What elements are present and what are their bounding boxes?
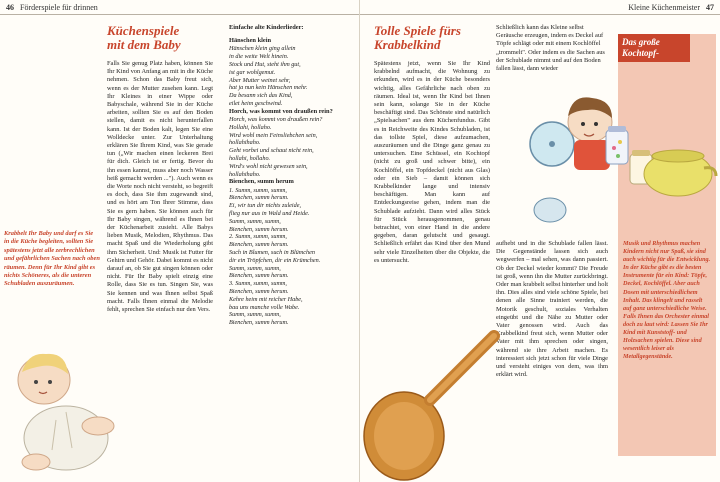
right-article-column (374, 24, 490, 265)
right-section-title: Kleine Küchenmeister (628, 3, 700, 12)
song1-title: Hänschen klein (229, 37, 272, 45)
left-header-rule (0, 14, 359, 15)
kitchen-toddler-illustration (528, 82, 718, 232)
song3-title: Bienchen, summ herum (229, 178, 294, 186)
info-box-title-line2: Kochtopf- (622, 48, 659, 58)
songs-column (229, 24, 347, 327)
songs-heading: Einfache alte Kinderlieder: (229, 24, 304, 31)
info-box-title (618, 34, 690, 62)
right-col2-bottom: aufhebt und in die Schublade fallen lässt. Die Gegenstände lassen sich auch wegwerfen – mal sehen, was dann passiert. Ob der Deckel wieder kommt? Die Freude ist groß, wenn ihn die Mutter zurückbringt. Oder man krabbelt selbst hinterher und holt ihn. Dies alles sind viele schöne Spiele, bei denen alle Sinne trainiert werden, die Motorik geschult, soziales Verhalten eingeübt und die Nähe zu Mutter oder Vater genossen wird. Auch das Krabbelkind freut sich, wenn Mutter oder Vater mit ihm sprechen oder singen, während sie ihre Arbeit machen. Es interessiert sich jetzt schon für viele Dinge und versteht einiges von dem, was ihm erklärt wird. (496, 240, 608, 379)
song1-text: Hänschen klein ging allein in die weite Welt hinein. Stock und Hut, steht ihm gut, ist gar wohlgemut. Aber Mutter weinet sehr, hat ja nun kein Hänschen mehr. Da besann sich das Kind, eilet heim geschwind. (229, 45, 308, 107)
crawling-baby-illustration (6, 330, 134, 480)
left-article-title (107, 24, 213, 52)
right-header-rule (360, 14, 720, 15)
left-title-line1: Küchenspiele (107, 23, 180, 38)
right-col2-top: Schließlich kann das Kleine selbst Geräusche erzeugen, indem es Deckel auf Töpfe schlägt oder mit einem Kochlöffel „trommelt". Oder indem es die Sachen aus der Schublade nimmt und auf den Boden fallen lässt, dann wieder (496, 24, 605, 73)
info-box-text: Musik und Rhythmus machen Kindern nicht nur Spaß, sie sind auch wichtig für die Entwicklung. In der Küche gibt es die besten Instrumente für ein Kind: Töpfe, Deckel, Kochlöffel. Aber auch Dosen mit unterschiedlichem Inhalt. Das klingelt und rasselt auf ganz unterschiedliche Weise. Falls Ihnen das Orchester einmal doch zu laut wird: Lassen Sie Ihr Kind mit Kunststoff- und Holzsachen spielen. Diese sind wesentlich leiser als Metallgegenstände. (623, 240, 711, 361)
wooden-spoon-illustration (360, 330, 500, 482)
right-article-title (374, 24, 490, 52)
song2-text: Horch, was kommt von draußen rein? Hollahi, hollaho. Wird wohl mein Feinsliebchen sein, hollahihaho. Geht vorbei und schaut nicht rein, hollahi, hollaho. Wird's wohl nicht gewesen sein, hollahihaho. (229, 115, 323, 178)
right-title-line2: Krabbelkind (374, 37, 441, 52)
left-section-title: Förderspiele für drinnen (20, 3, 98, 12)
right-body-text: Spätestens jetzt, wenn Sie Ihr Kind krabbelnd aufmacht, die Wohnung zu erkunden, wird es in der Küche besonders wichtig, alles Gefährliche nach oben zu räumen. Ideal ist, wenn Ihr Kind bei Ihnen sein kann, solange Sie in der Küche beschäftigt sind. Das Schönste sind natürlich „Spielsachen" aus dem Küchenfundus. Gibt es in Reichweite des Kindes Schubladen, ist das tollste Spiel, diese aufzumachen, auszuräumen und die Dinge ganz genau zu untersuchen. Eine Schüssel, ein Kochtopf (nicht zu groß und schwer bitte), ein Kochlöffel, ein Topfdeckel (nicht aus Glas) oder ein Sieb – damit können sich Krabbelkinder lange und intensiv beschäftigen. Man kann auf Entdeckungsreise gehen, indem man die Schublade aufzieht. Dann wird alles Stück für Stück herausgenommen, genau betrachtet, von einer Hand in die andere gegeben, daran gelutscht und gesaugt. Schließlich erfährt das Kind über den Mund sehr viele Einzelheiten über die Objekte, die es untersucht. (374, 60, 490, 264)
info-box-title-line1: Das große (622, 37, 660, 47)
left-article-column (107, 24, 213, 314)
song3-text: 1. Summ, summ, summ, Bienchen, summ herum. Ei, wir tun dir nichts zuleide, flieg nur aus in Wald und Heide. Summ, summ, summ, Bienchen, summ herum. 2. Summ, summ, summ, Bienchen, summ herum. Such in Blumen, such in Blümchen dir ein Tröpfchen, dir ein Krümchen. Summ, summ, summ, Bienchen, summ herum. 3. Summ, summ, summ, Bienchen, summ herum. Kehre heim mit reicher Habe, bau uns manche volle Wabe. Summ, summ, summ, Bienchen, summ herum. (229, 186, 321, 327)
left-body-text: Falls Sie genug Platz haben, können Sie Ihr Kind von Anfang an mit in die Küche nehmen. Schon das Baby freut sich, wenn es der Mutter zusehen kann. Legt Ihr Kleines in einer Wippe oder Babyschale, während Sie in der Küche arbeiten, sollten Sie es auf den Boden stellen, damit es nicht herunterfallen kann. Ist der Boden kalt, legen Sie eine Wolldecke unter. Zur Unterhaltung erklären Sie Ihrem Kind, was Sie gerade tun („Wir machen einen leckeren Brei für dich. Gleich ist er fertig. Bevor du ihn essen kannst, muss aber noch Wasser heiß gemacht werden ..."). Auch wenn es die Worte noch nicht versteht, so begreift es doch, dass Sie ihm zugewandt sind, und es hört am Ton Ihrer Stimme, dass Sie es gern haben. Sie können auch für Ihr Baby singen, während es Ihnen bei der Küchenarbeit zusieht. Alle Babys lieben Musik, Melodien, Rhythmus. Das macht Spaß und die Wiederholung gibt ihm Sicherheit. Und: Musik ist Futter für Gehirn und Gehör. Dabei kommt es nicht darauf an, ob Sie gut singen können oder nicht. Für Ihr Baby spielt einzig eine Rolle, dass Sie es tun. Singen Sie, was Sie kennen und was Ihnen selbst Spaß macht. Falls Ihnen einmal die Melodie fehlt, sprechen Sie einfach nur den Vers. (107, 60, 213, 314)
right-page (360, 0, 720, 482)
song2-title: Horch, was kommt von draußen rein? (229, 107, 333, 115)
right-page-number: 47 (706, 3, 714, 12)
left-title-line2: mit dem Baby (107, 37, 181, 52)
left-page-number: 46 (6, 3, 14, 12)
left-sidenote: Krabbelt Ihr Baby und darf es Sie in die Küche begleiten, sollten Sie spätestens jetzt alle zerbrechlichen und gefährlichen Sachen nach oben räumen. Denn für Ihr Kind gibt es nichts Schöneres, als die unteren Schubladen auszuräumen. (4, 230, 100, 288)
right-title-line1: Tolle Spiele fürs (374, 23, 461, 38)
